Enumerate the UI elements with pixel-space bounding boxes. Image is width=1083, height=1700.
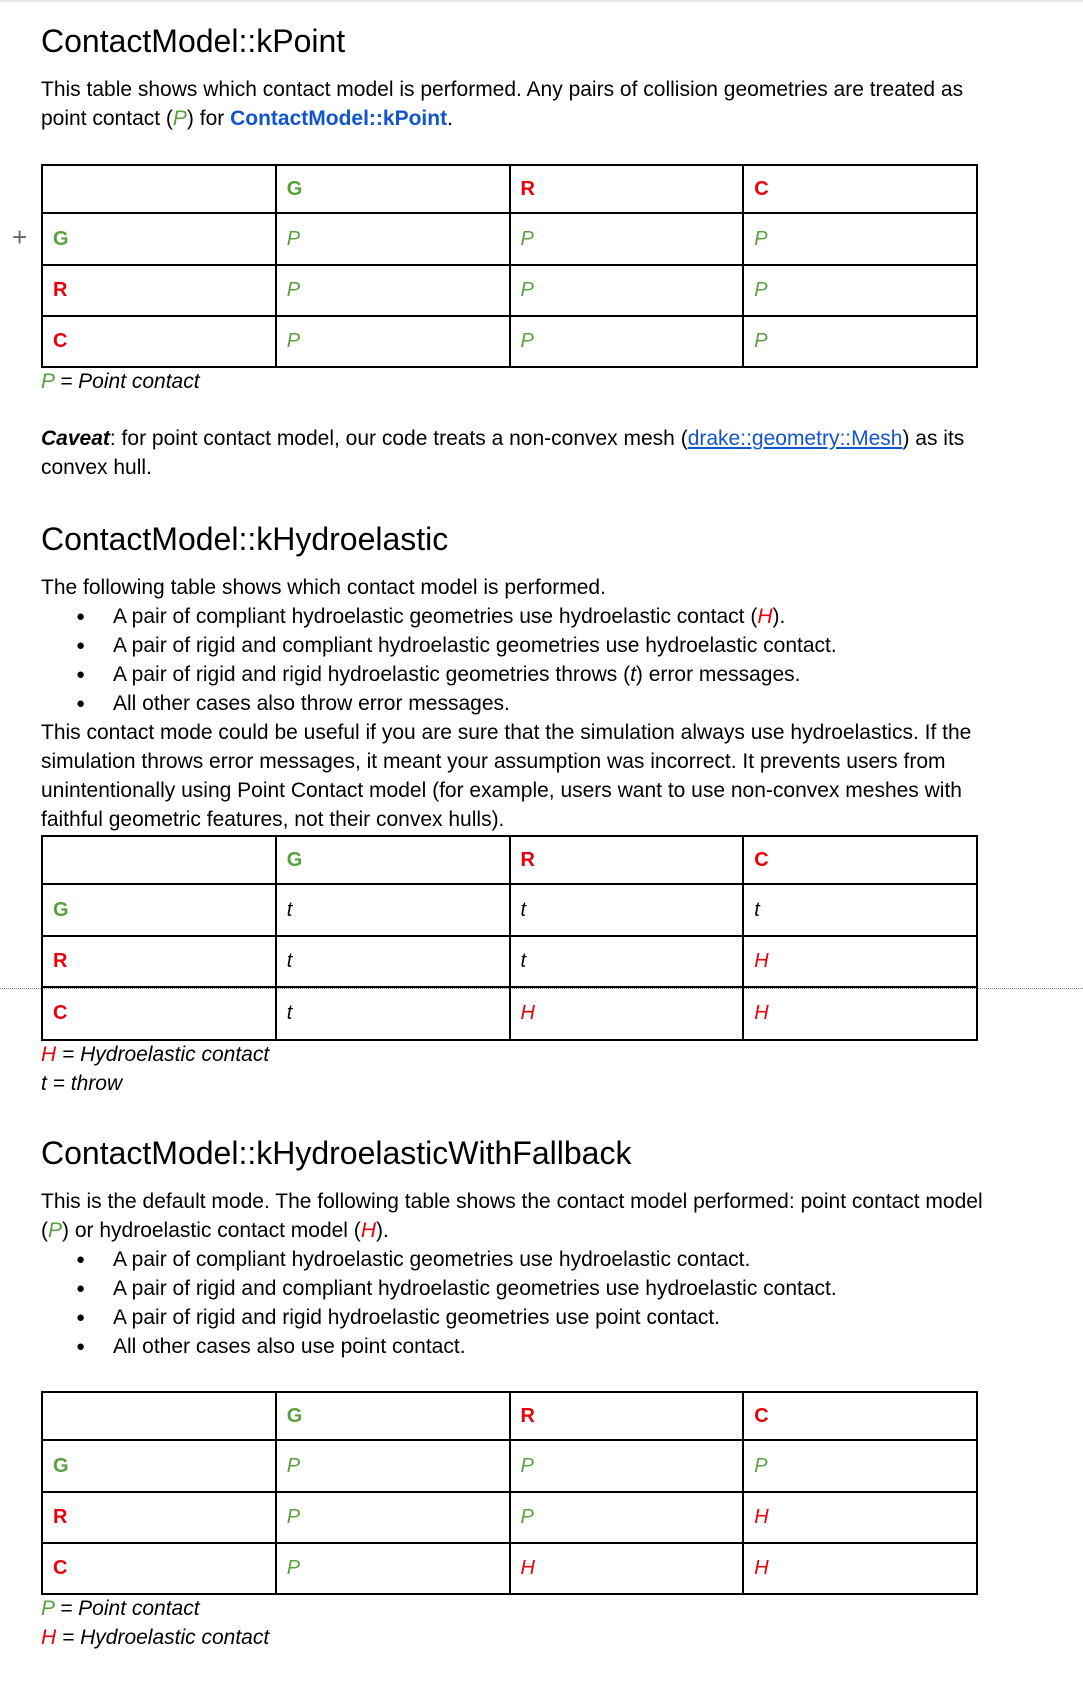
fallback-legend: [41, 1594, 269, 1652]
table-header-row: [42, 1392, 977, 1440]
section-title-fallback: ContactModel::kHydroelasticWithFallback: [41, 1135, 632, 1171]
table-cell: P: [276, 1440, 510, 1492]
row-label: R: [42, 1492, 276, 1543]
list-item: ● A pair of compliant hydroelastic geometries use hydroelastic contact (H).: [113, 602, 991, 631]
fallback-table: [41, 1391, 978, 1595]
header-cell-r: R: [510, 836, 744, 884]
table-row: [42, 265, 977, 316]
table-cell: P: [276, 316, 510, 367]
header-cell-g: G: [276, 836, 510, 884]
header-cell-empty: [42, 165, 276, 213]
list-item: ● A pair of rigid and rigid hydroelastic geometries use point contact.: [113, 1303, 991, 1332]
section-title-kpoint: ContactModel::kPoint: [41, 23, 346, 59]
row-label: G: [42, 884, 276, 936]
section2-bullets: [41, 602, 991, 718]
header-cell-r: R: [510, 1392, 744, 1440]
section-title-khydroelastic: ContactModel::kHydroelastic: [41, 521, 449, 557]
row-label: C: [42, 1543, 276, 1594]
table-header-row: [42, 836, 977, 884]
section3-intro: This is the default mode. The following table shows the contact model performed: point contact model (P) or hydroelastic contact model (H).: [41, 1190, 983, 1242]
khydroelastic-legend: [41, 1040, 269, 1098]
section2-text: [41, 573, 991, 834]
table-cell: P: [276, 213, 510, 265]
table-row: [42, 987, 977, 1040]
header-cell-c: C: [743, 836, 977, 884]
header-cell-g: G: [276, 1392, 510, 1440]
table-cell: P: [276, 1543, 510, 1594]
list-item: ● All other cases also throw error messages.: [113, 689, 991, 718]
table-cell: t: [743, 884, 977, 936]
caveat-label: Caveat: [41, 427, 110, 450]
table-header-row: [42, 165, 977, 213]
table-row: [42, 1440, 977, 1492]
table-cell: t: [276, 987, 510, 1040]
table-cell: t: [510, 884, 744, 936]
legend-item: t = throw: [41, 1072, 123, 1095]
legend-item: P = Point contact: [41, 370, 200, 393]
table-cell: H: [743, 1492, 977, 1543]
section1-intro: This table shows which contact model is performed. Any pairs of collision geometries are treated as point contact (P) for ContactModel::kPoint.: [41, 78, 964, 130]
list-item: ● A pair of rigid and rigid hydroelastic geometries throws (t) error messages.: [113, 660, 991, 689]
legend-item: P = Point contact: [41, 1597, 200, 1620]
row-label: R: [42, 936, 276, 987]
row-label: C: [42, 316, 276, 367]
section2-intro: The following table shows which contact model is performed.: [41, 576, 606, 599]
caveat-paragraph: Caveat: for point contact model, our code treats a non-convex mesh (drake::geometry::Mesh) as its convex hull.: [41, 427, 965, 479]
table-cell: P: [743, 1440, 977, 1492]
row-label: G: [42, 1440, 276, 1492]
table-cell: P: [510, 316, 744, 367]
table-cell: P: [743, 213, 977, 265]
table-cell: t: [276, 884, 510, 936]
section2-note: This contact mode could be useful if you are sure that the simulation always use hydroelastics. If the simulation throws error messages, it meant your assumption was incorrect. It prevents users from unintentionally using Point Contact model (for example, users want to use non-convex meshes with faithful geometric features, not their convex hulls).: [41, 721, 972, 831]
table-row: [42, 1543, 977, 1594]
list-item: ● All other cases also use point contact.: [113, 1332, 991, 1361]
table-cell: t: [510, 936, 744, 987]
khydroelastic-table: [41, 835, 978, 1041]
kpoint-legend: [41, 367, 200, 396]
section3-bullets: [41, 1245, 991, 1361]
table-cell: P: [510, 213, 744, 265]
table-cell: H: [510, 987, 744, 1040]
table-cell: P: [276, 265, 510, 316]
section3-text: [41, 1187, 991, 1361]
table-cell: P: [743, 316, 977, 367]
row-label: C: [42, 987, 276, 1040]
header-cell-r: R: [510, 165, 744, 213]
table-cell: P: [510, 1440, 744, 1492]
table-cell: P: [510, 265, 744, 316]
legend-item: H = Hydroelastic contact: [41, 1626, 270, 1649]
table-cell: P: [276, 1492, 510, 1543]
table-row: [42, 213, 977, 265]
header-cell-g: G: [276, 165, 510, 213]
legend-item: H = Hydroelastic contact: [41, 1043, 270, 1066]
table-cell: H: [743, 936, 977, 987]
list-item: ● A pair of rigid and compliant hydroelastic geometries use hydroelastic contact.: [113, 631, 991, 660]
p-key: P: [172, 107, 187, 130]
table-cell: H: [743, 987, 977, 1040]
row-label: G: [42, 213, 276, 265]
list-item: ● A pair of rigid and compliant hydroelastic geometries use hydroelastic contact.: [113, 1274, 991, 1303]
table-cell: t: [276, 936, 510, 987]
kpoint-link[interactable]: ContactModel::kPoint: [230, 107, 448, 130]
table-row: [42, 1492, 977, 1543]
row-label: R: [42, 265, 276, 316]
table-cell: P: [743, 265, 977, 316]
table-cell: P: [510, 1492, 744, 1543]
mesh-link[interactable]: drake::geometry::Mesh: [687, 427, 903, 450]
table-row: [42, 316, 977, 367]
table-row: [42, 884, 977, 936]
header-cell-empty: [42, 1392, 276, 1440]
header-cell-c: C: [743, 1392, 977, 1440]
add-row-icon[interactable]: +: [12, 222, 28, 252]
top-border: [0, 0, 1083, 2]
kpoint-table: [41, 164, 978, 368]
table-cell: H: [510, 1543, 744, 1594]
header-cell-c: C: [743, 165, 977, 213]
list-item: ● A pair of compliant hydroelastic geometries use hydroelastic contact.: [113, 1245, 991, 1274]
table-cell: H: [743, 1543, 977, 1594]
table-row: [42, 936, 977, 987]
header-cell-empty: [42, 836, 276, 884]
